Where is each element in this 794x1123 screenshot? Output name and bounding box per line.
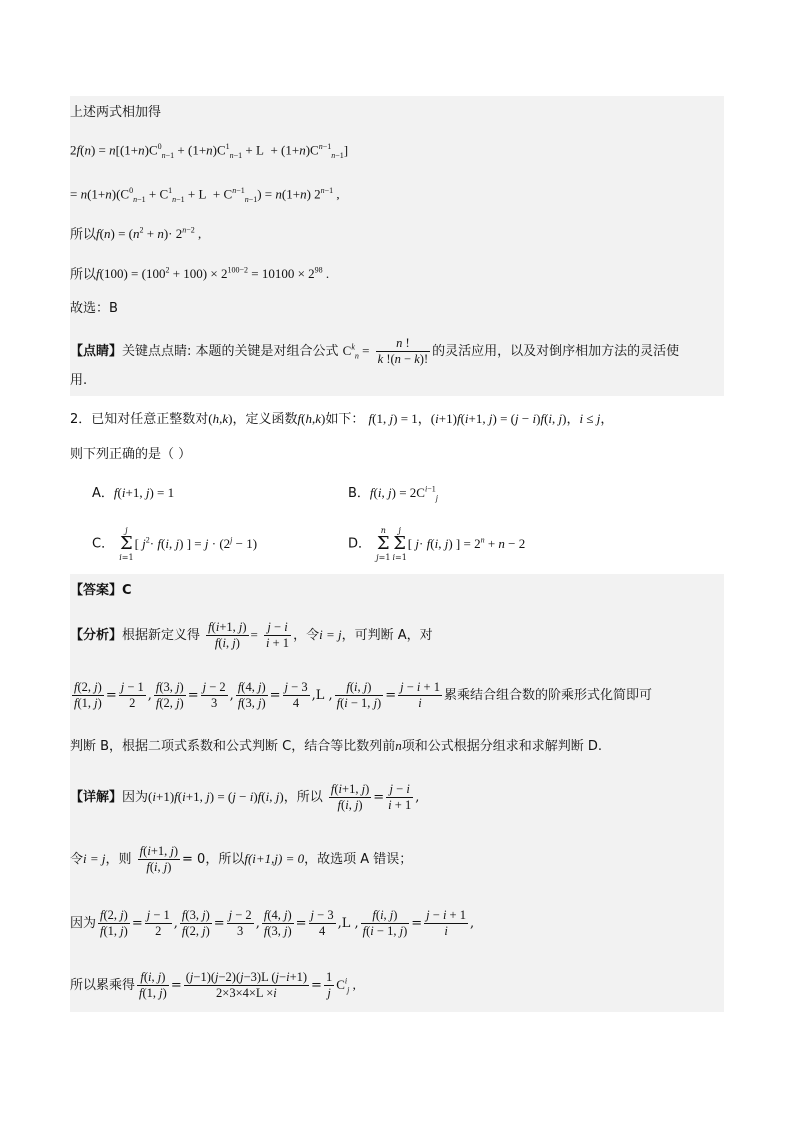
tip-line: 【点睛】关键点点睛: 本题的关键是对组合公式 $C^k_n$ = $\frac{n !}{k !(n - k)!}$ 的灵活应用，以及对倒序相加方法的灵活使 bbox=[70, 336, 680, 366]
answer-line: 【答案】C bbox=[70, 583, 132, 598]
tip-line-2: 用. bbox=[70, 373, 88, 388]
analysis-line-1: 【分析】根据新定义得 $\frac{f(i+1, j)}{f(i, j)}$ = $\frac{j - i}{i + 1}$ ，令i = j，可判断 A，对 bbox=[70, 620, 433, 650]
sum-heading: 上述两式相加得 bbox=[70, 105, 162, 120]
detail-line-3: 因为 $\frac{f(2, j)}{f(1, j)}$ = $\frac{j - 1}{2}$ , $\frac{f(3, j)}{f(2, j)}$ = $\frac{j - 2}{3}$ , $\frac{f(4, j)}{f(3, j)}$ = $\frac{j - 3}{4}$ ,L , $\frac{f(i, j)}{f(i - 1, j)}$ = $\frac{j - i + 1}{i}$ , bbox=[70, 908, 475, 938]
option-d[interactable]: D． n Σ j=1j Σ i=1[ j· f(i, j) ] = $2^n + n - 2$ bbox=[348, 526, 526, 562]
detail-line-1: 【详解】因为(i+1)f(i+1, j) = (j − i)f(i, j)，所以 $\frac{f(i+1, j)}{f(i, j)}$ = $\frac{j - i}{i + 1}$ , bbox=[70, 782, 420, 812]
analysis-line-2: $\frac{f(2, j)}{f(1, j)}$ = $\frac{j - 1}{2}$ , $\frac{f(3, j)}{f(2, j)}$ = $\frac{j - 2}{3}$ , $\frac{f(4, j)}{f(3, j)}$ = $\frac{j - 3}{4}$ ,L , $\frac{f(i, j)}{f(i - 1, j)}$ = $\frac{j - i + 1}{i}$ 累乘结合组合数的阶乘形式化简即可 bbox=[74, 680, 652, 710]
analysis-line-3: 判断 B，根据二项式系数和公式判断 C，结合等比数列前n项和公式根据分组求和求解判断 D. bbox=[70, 738, 603, 754]
equation-1: $2f(n) = n[(1+n)C^0_{n-1} + (1+n)C^1_{n-1} + L + (1+n)C^{n-1}_{n-1}]$ bbox=[70, 142, 349, 160]
detail-line-2: 令i = j，则 $\frac{f(i+1, j)}{f(i, j)}$ = 0，所以f(i+1,j) = 0，故选项 A 错误； bbox=[70, 844, 413, 874]
detail-line-4: 所以累乘得 $\frac{f(i, j)}{f(1, j)}$ = $\frac{(j-1)(j-2)(j-3)L (j-i+1)}{2\times 3\times 4\times L \times i}$ = $\frac{1}{j}$ $C^i_j$ , bbox=[70, 970, 356, 1000]
comb-fraction: $\frac{n !}{k !(n - k)!}$ bbox=[377, 336, 429, 366]
equation-2: = $n(1+n)(C^0_{n-1} + C^1_{n-1} + L + C^{n-1}_{n-1}) = n(1+n)$ $2^{n-1}$ , bbox=[70, 186, 340, 204]
equation-4: 所以$f(100) = (100^2 + 100) \times 2^{100-2} = 10100 \times 2^{98}$ . bbox=[70, 266, 330, 283]
equation-3: 所以$f(n) = (n^2 + n)\cdot 2^{n-2}$ , bbox=[70, 226, 202, 243]
sum-symbol: j Σ i=1 bbox=[119, 526, 134, 562]
option-c[interactable]: C． j Σ i=1[ $j^2\cdot f(i$, j) ] = $j \cdot (2^j - 1)$ bbox=[92, 526, 258, 562]
option-b[interactable]: B．f(i, $j) = 2C^{i-1}_j$ bbox=[348, 484, 438, 503]
choice-line: 故选：B bbox=[70, 301, 118, 316]
sum-symbol-inner: j Σ i=1 bbox=[392, 526, 407, 562]
question-2-stem: 2．已知对任意正整数对(h,k)，定义函数f(h,k)如下： f(1, j) = 1，(i+1)f(i+1, j) = (j − i)f(i, j)，i ≤ j， bbox=[70, 411, 614, 427]
option-a[interactable]: A．f(i+1, j) = 1 bbox=[92, 485, 175, 501]
question-2-prompt: 则下列正确的是（ ） bbox=[70, 447, 192, 462]
sum-symbol-outer: n Σ j=1 bbox=[376, 526, 391, 562]
